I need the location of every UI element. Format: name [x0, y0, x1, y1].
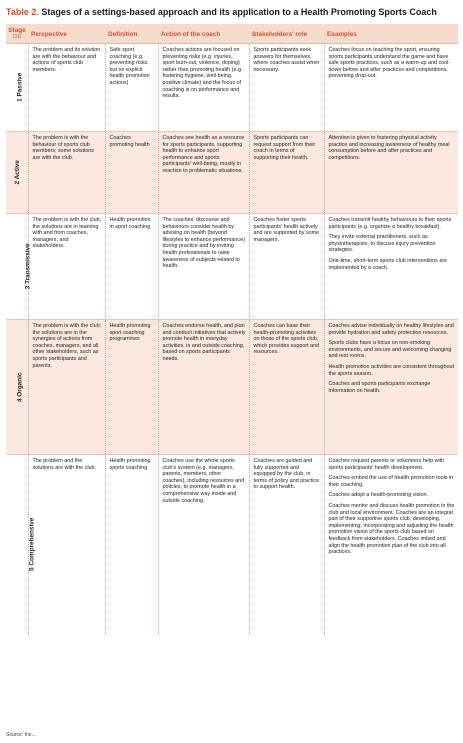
table-row [6, 44, 458, 132]
action-cell: Coaches see health as a resource for sports participants, supporting health to enhance sport performance and sports participants' well-being, mostly in reaction to problematic situations. [158, 132, 249, 214]
role-cell: Coaches are guided and fully supported and equipped by the club, in terms of policy and practice to support health. [249, 455, 324, 635]
table-row [6, 320, 458, 455]
action-cell: Coaches actions are focused on preventing risks (e.g. injuries, sport burn-out, violence, doping) rather than promoting health (e.g. fostering hygiene, well-being, positive climate) and the focus of coaching is on performance and results. [158, 44, 249, 132]
table-row [6, 214, 458, 320]
example-paragraph: Attention is given to fostering physical activity practice and increasing awareness of healthy meal consumption before and after practices and competitions. [328, 135, 450, 161]
col-header-role: Stakeholders' role [249, 24, 324, 44]
table-caption: Stages of a settings-based approach and its application to a Health Promoting Sports Coach [38, 7, 437, 17]
table-footer-note: Source: the... [6, 732, 36, 738]
table-title [6, 6, 458, 18]
examples-cell [324, 132, 458, 214]
table-row [6, 455, 458, 635]
stage-cell [6, 320, 28, 455]
stage-cell [6, 44, 28, 132]
col-header-stage [6, 24, 28, 44]
col-header-stage-label: Stage [8, 27, 26, 34]
stage-label: 2 Active [13, 160, 21, 185]
table-number: Table 2. [6, 7, 39, 17]
stage-cell [6, 455, 36, 635]
definition-cell: Safe sport coaching (e.g. preventing risks, but no explicit health promotion actions) [105, 44, 158, 132]
stage-label: 1 Passive [16, 72, 24, 103]
table-row [6, 132, 458, 214]
action-cell: Coaches use the whole sports club's system (e.g. managers, parents, members, other coaches), including resources and policies, to promote health in a comprehensive way inside and outside coaching. [158, 455, 249, 635]
example-paragraph: Coaches and sports participants exchange information on health. [328, 381, 431, 394]
perspective-cell: The problem is with the behaviour of sports club members; some solutions are with the club. [28, 132, 105, 214]
col-header-stage-ref: (31) [12, 34, 22, 40]
col-header-examples: Examples [324, 24, 458, 44]
role-cell: Sports participants seek answers for themselves, where coaches assist when necessary. [249, 44, 324, 132]
stage-cell [6, 132, 28, 214]
examples-cell [324, 44, 458, 132]
examples-cell [324, 214, 458, 320]
example-paragraph: Coaches request parents or volunteers help with sports participants' health development. [328, 458, 445, 471]
example-paragraph: Coaches embed the use of health promotion tools in their coaching. [328, 475, 454, 488]
perspective-cell: The problem is with the club; the solutions are in the synergies of actions from coaches, managers, and all other stakeholders, such as sports participants and parents. [28, 320, 105, 455]
definition-cell: Health promoting sport coaching programmes [105, 320, 158, 455]
stage-label: 4 Organic [16, 372, 24, 402]
action-cell: Coaches endorse health, and plan and conduct initiatives that actively promote health in everyday activities, in and outside coaching, based on sports participants needs. [158, 320, 249, 455]
table-body [6, 44, 458, 635]
examples-cell [324, 320, 458, 455]
perspective-cell: The problem is with the club; the solutions are in teaming with and from coaches, managers, and stakeholders. [28, 214, 105, 320]
action-cell: The coaches' discourse and behaviours consider health by advising on health (beyond lifestyles to enhance performance) during practice and by inviting health professionals to raise awareness of subjects related to health. [158, 214, 249, 320]
example-paragraph: Coaches transmit healthy behaviours to their sports participants (e.g. organize a healthy breakfast). [328, 217, 452, 230]
stage-cell [6, 214, 32, 320]
examples-cell [324, 455, 458, 635]
role-cell: Coaches can base their health-promoting activities on those of the sports club, which provides support and resources. [249, 320, 324, 455]
role-cell: Sports participants can request support from their coach in terms of supporting their health. [249, 132, 324, 214]
stages-table [6, 24, 458, 635]
example-paragraph: Coaches focus on teaching the sport, ensuring sports participants understand the game and have safe sports practices, such as a warm-up and cool-down before and after practices and competitions, preventing drop-out. [328, 47, 451, 80]
table-header-row [6, 24, 458, 44]
role-cell: Coaches foster sports participants' health actively and are supported by some managers. [249, 214, 324, 320]
col-header-action: Action of the coach [158, 24, 249, 44]
example-paragraph: Health promotion activities are consistent throughout the sports season. [328, 363, 455, 377]
definition-cell: Health promotion in sport coaching [105, 214, 158, 320]
stage-label: 5 Comprehensive [28, 518, 36, 572]
perspective-cell: The problem and the solutions are with the club. [28, 455, 105, 635]
stage-label: 3 Transmissive [24, 243, 32, 290]
col-header-definition: Definition [105, 24, 158, 44]
perspective-cell: The problem and its solution are with the behaviour and actions of sports club members. [28, 44, 105, 132]
example-paragraph: Sports clubs have a focus on non-smoking environments, and secure and welcoming changing and rest rooms. [328, 340, 452, 360]
definition-cell: Health promoting sports coaching [105, 455, 158, 635]
col-header-perspective: Perspective [28, 24, 105, 44]
example-paragraph: Coaches mentor and discuss health promotion in the club and local environment. Coaches are an integral part of their supportive sports club, developing, implementing, incorporating and adjusting the health promotion vision of the sports club based on feedback from stakeholders. Coaches imbed and align the health promotion plan of the club into all practices. [328, 502, 455, 556]
definition-cell: Coaches promoting health [105, 132, 158, 214]
example-paragraph: Coaches advise individually on healthy lifestyles and provide hydration and safety protection resources. [328, 323, 454, 336]
example-paragraph: Coaches adopt a health-promoting vision. [328, 492, 428, 499]
example-paragraph: One-time, short-term sports club interventions are implemented by a coach. [328, 257, 448, 271]
example-paragraph: They invite external practitioners, such as physiotherapists, to discuss injury prevention strategies. [328, 234, 436, 254]
